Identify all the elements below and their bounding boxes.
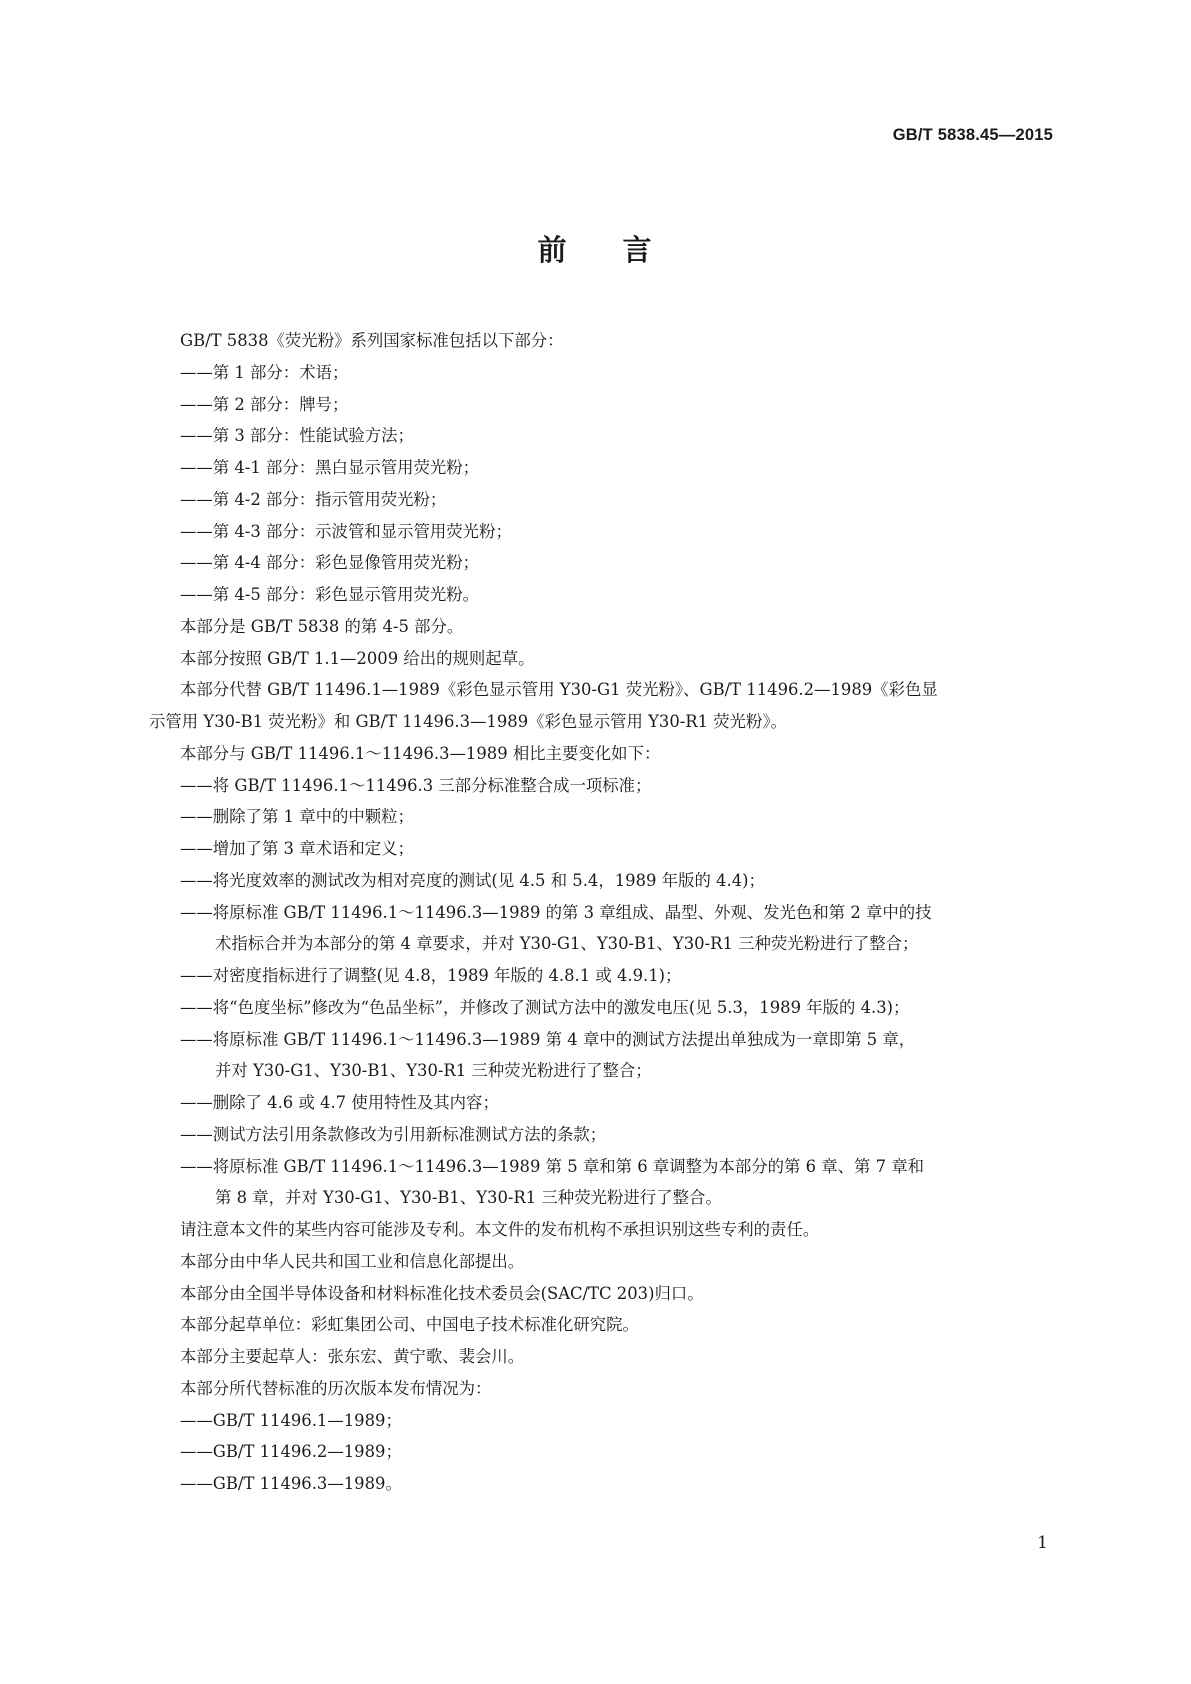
- list-item-part-2: ——第 2 部分：牌号；: [180, 394, 349, 414]
- list-item-history: ——GB/T 11496.3—1989。: [180, 1474, 402, 1493]
- list-item-change: ——将光度效率的测试改为相对亮度的测试(见 4.5 和 5.4，1989 年版的 4.4)；: [180, 870, 765, 890]
- list-item-history: ——GB/T 11496.1—1989；: [180, 1410, 402, 1430]
- paragraph-replaces-cont: 示管用 Y30-B1 荧光粉》和 GB/T 11496.3—1989《彩色显示管用 Y30-R1 荧光粉》。: [149, 712, 788, 731]
- list-item-part-4-3: ——第 4-3 部分：示波管和显示管用荧光粉；: [180, 521, 512, 541]
- list-item-part-1: ——第 1 部分：术语；: [180, 362, 349, 382]
- list-item-change: ——删除了第 1 章中的中颗粒；: [180, 807, 414, 827]
- list-item-change-cont: 术指标合并为本部分的第 4 章要求，并对 Y30-G1、Y30-B1、Y30-R1 三种荧光粉进行了整合；: [215, 934, 919, 954]
- paragraph-patent-notice: 请注意本文件的某些内容可能涉及专利。本文件的发布机构不承担识别这些专利的责任。: [180, 1220, 820, 1239]
- list-item-change: ——将原标准 GB/T 11496.1～11496.3—1989 第 4 章中的测试方法提出单独成为一章即第 5 章，: [180, 1029, 916, 1049]
- list-item-change: ——删除了 4.6 或 4.7 使用特性及其内容；: [180, 1093, 499, 1112]
- page-title: [0, 228, 1191, 269]
- paragraph-proposed-by: 本部分由中华人民共和国工业和信息化部提出。: [180, 1251, 525, 1271]
- paragraph-history-intro: 本部分所代替标准的历次版本发布情况为：: [180, 1378, 492, 1398]
- paragraph-drafting-rules: 本部分按照 GB/T 1.1—2009 给出的规则起草。: [180, 648, 535, 668]
- page-number: 1: [1037, 1533, 1048, 1553]
- list-item-change: ——将原标准 GB/T 11496.1～11496.3—1989 第 5 章和第 6 章调整为本部分的第 6 章、第 7 章和: [180, 1156, 925, 1176]
- paragraph-changes-intro: 本部分与 GB/T 11496.1～11496.3—1989 相比主要变化如下：: [180, 743, 661, 763]
- paragraph-series-intro: GB/T 5838《荧光粉》系列国家标准包括以下部分：: [180, 331, 564, 350]
- foreword-body: [149, 325, 1059, 1500]
- title-char-2: 言: [622, 233, 654, 267]
- list-item-change: ——将 GB/T 11496.1～11496.3 三部分标准整合成一项标准；: [180, 775, 652, 795]
- list-item-change-cont: 第 8 章，并对 Y30-G1、Y30-B1、Y30-R1 三种荧光粉进行了整合。: [215, 1188, 722, 1208]
- title-char-1: 前: [537, 233, 569, 267]
- list-item-change: ——增加了第 3 章术语和定义；: [180, 839, 414, 858]
- list-item-history: ——GB/T 11496.2—1989；: [180, 1442, 402, 1462]
- list-item-part-4-1: ——第 4-1 部分：黑白显示管用荧光粉；: [180, 458, 480, 477]
- list-item-change: ——对密度指标进行了调整(见 4.8，1989 年版的 4.8.1 或 4.9.1)；: [180, 966, 682, 985]
- list-item-part-4-4: ——第 4-4 部分：彩色显像管用荧光粉；: [180, 553, 480, 573]
- paragraph-replaces: 本部分代替 GB/T 11496.1—1989《彩色显示管用 Y30-G1 荧光粉》、GB/T 11496.2—1989《彩色显: [180, 680, 938, 700]
- paragraph-drafters: 本部分主要起草人：张东宏、黄宁歌、裴会川。: [180, 1347, 525, 1366]
- list-item-change-cont: 并对 Y30-G1、Y30-B1、Y30-R1 三种荧光粉进行了整合；: [215, 1061, 652, 1081]
- list-item-change: ——测试方法引用条款修改为引用新标准测试方法的条款；: [180, 1124, 607, 1144]
- list-item-part-3: ——第 3 部分：性能试验方法；: [180, 426, 414, 446]
- list-item-change: ——将原标准 GB/T 11496.1～11496.3—1989 的第 3 章组成、晶型、外观、发光色和第 2 章中的技: [180, 902, 932, 922]
- standard-code: GB/T 5838.45—2015: [892, 126, 1053, 144]
- list-item-part-4-2: ——第 4-2 部分：指示管用荧光粉；: [180, 489, 447, 509]
- list-item-part-4-5: ——第 4-5 部分：彩色显示管用荧光粉。: [180, 585, 480, 604]
- paragraph-committee: 本部分由全国半导体设备和材料标准化技术委员会(SAC/TC 203)归口。: [180, 1283, 704, 1303]
- paragraph-part-statement: 本部分是 GB/T 5838 的第 4-5 部分。: [180, 616, 464, 636]
- paragraph-drafting-units: 本部分起草单位：彩虹集团公司、中国电子技术标准化研究院。: [180, 1315, 639, 1335]
- list-item-change: ——将“色度坐标”修改为“色品坐标”，并修改了测试方法中的激发电压(见 5.3，1989 年版的 4.3)；: [180, 997, 910, 1017]
